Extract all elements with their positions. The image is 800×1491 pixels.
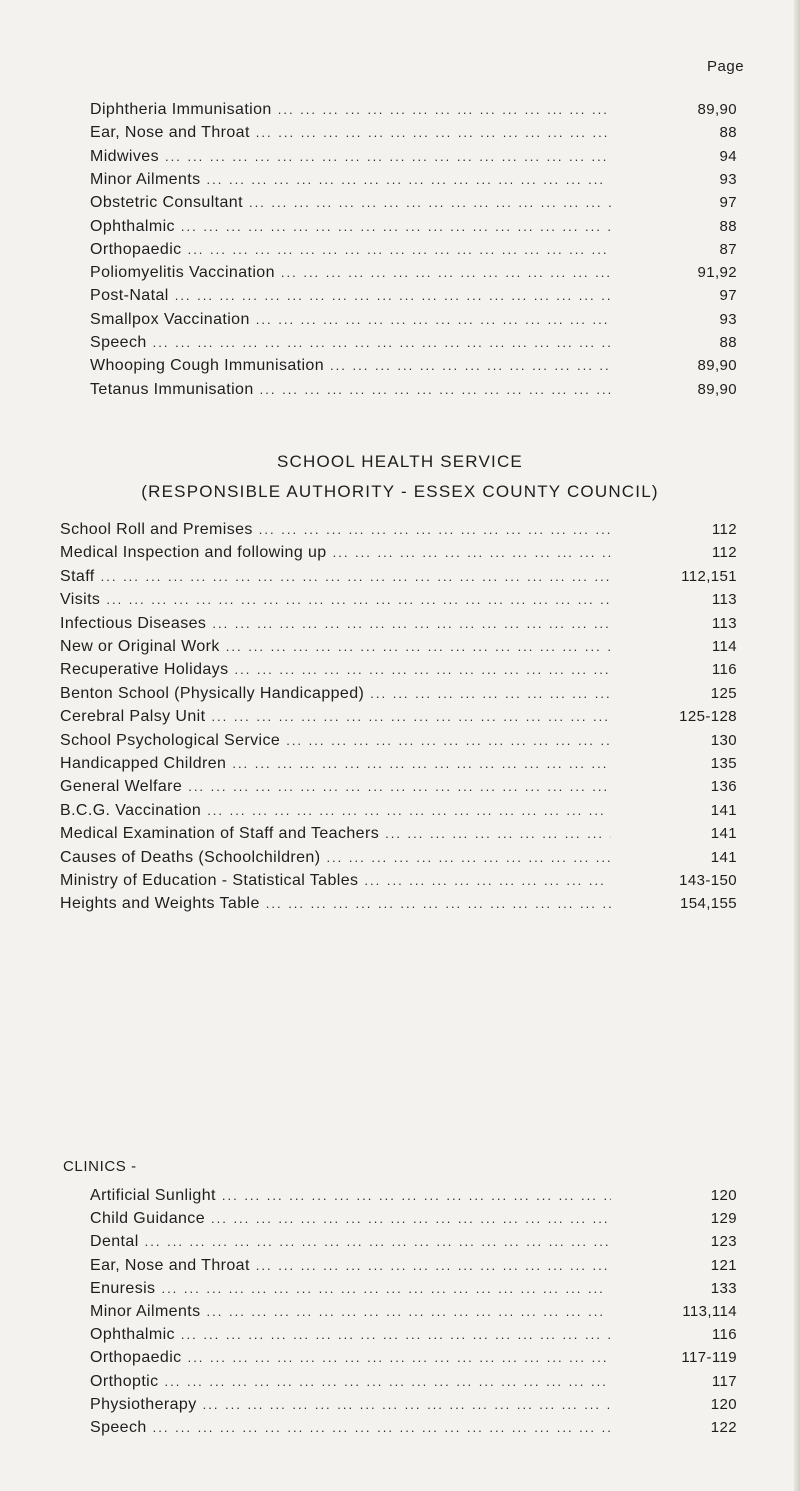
toc-entry (90, 1349, 737, 1371)
entry-page-number: 141 (710, 848, 737, 866)
entry-title: Ministry of Education - Statistical Tables (60, 872, 359, 889)
entry-page-number: 136 (710, 778, 737, 796)
dot-leader (234, 662, 611, 677)
toc-entry (90, 310, 737, 333)
entry-page-number: 112,151 (681, 567, 737, 585)
entry-page-number: 93 (719, 170, 737, 188)
entry-title: Medical Examination of Staff and Teachers (60, 825, 380, 843)
entry-page-number: 113 (711, 614, 737, 632)
entry-title: Medical Inspection and following up (60, 544, 327, 562)
dot-leader (222, 1188, 611, 1203)
dot-leader (207, 803, 611, 818)
toc-entry (90, 170, 737, 193)
toc-entry (60, 591, 737, 613)
entry-title: Physiotherapy (90, 1395, 197, 1413)
clinics-label: CLINICS - (63, 1158, 137, 1175)
toc-entry (90, 357, 737, 379)
dot-leader (101, 569, 611, 584)
entry-page-number: 97 (719, 194, 737, 212)
entry-title: Minor Ailments (90, 1303, 201, 1320)
entry-title: Tetanus Immunisation (90, 380, 254, 398)
dot-leader (188, 779, 611, 794)
dot-leader (153, 1420, 611, 1435)
dot-leader (370, 686, 611, 701)
dot-leader (226, 639, 611, 654)
toc-entry (90, 1395, 737, 1418)
entry-page-number: 88 (719, 217, 737, 235)
dot-leader (281, 265, 611, 280)
toc-entry (90, 1372, 737, 1395)
entry-page-number: 117 (711, 1372, 737, 1390)
entry-page-number: 113,114 (682, 1303, 737, 1320)
dot-leader (364, 873, 611, 888)
dot-leader (256, 312, 611, 327)
dot-leader (256, 1258, 611, 1273)
entry-page-number: 154,155 (679, 895, 737, 913)
entry-page-number: 97 (719, 287, 737, 305)
toc-entry (90, 1419, 737, 1441)
dot-leader (181, 219, 611, 234)
entry-title: Recuperative Holidays (60, 661, 229, 679)
section-heading: SCHOOL HEALTH SERVICE (277, 452, 523, 471)
toc-entry (60, 521, 737, 543)
entry-title: Speech (90, 334, 147, 351)
dot-leader (181, 1327, 611, 1342)
toc-entry (90, 264, 737, 286)
entry-page-number: 112 (711, 521, 737, 538)
entry-page-number: 88 (719, 334, 737, 351)
entry-title: Poliomyelitis Vaccination (90, 264, 275, 282)
entry-title: Dental (90, 1233, 139, 1251)
entry-page-number: 121 (710, 1256, 737, 1274)
dot-leader (188, 1350, 611, 1365)
toc-entry (60, 567, 737, 590)
entry-title: Visits (60, 591, 101, 609)
toc-entry (60, 684, 737, 707)
entry-page-number: 141 (710, 825, 737, 843)
dot-leader (326, 850, 611, 865)
entry-title: Staff (60, 567, 95, 585)
toc-entry (90, 1210, 737, 1232)
toc-entry (90, 147, 737, 170)
entry-title: Ear, Nose and Throat (90, 124, 250, 142)
toc-entry (60, 614, 737, 637)
toc-entry (90, 334, 737, 356)
toc-entry (90, 124, 737, 146)
entry-page-number: 130 (710, 731, 737, 749)
entry-page-number: 129 (710, 1210, 737, 1228)
dot-leader (330, 358, 611, 373)
dot-leader (207, 172, 611, 187)
dot-leader (165, 149, 611, 164)
entry-title: Child Guidance (90, 1210, 205, 1228)
toc-entry (60, 544, 737, 566)
entry-page-number: 89,90 (697, 101, 737, 118)
entry-title: Diphtheria Immunisation (90, 101, 272, 118)
dot-leader (385, 826, 611, 841)
entry-title: Enuresis (90, 1279, 156, 1297)
dot-leader (249, 195, 611, 210)
entry-page-number: 88 (719, 124, 737, 142)
entry-title: Speech (90, 1419, 147, 1436)
toc-entry (90, 194, 737, 216)
toc-entry (90, 1187, 737, 1209)
entry-page-number: 143-150 (679, 872, 737, 889)
toc-entry (60, 895, 737, 917)
entry-page-number: 117-119 (681, 1349, 737, 1367)
entry-page-number: 120 (710, 1187, 737, 1204)
entry-title: Benton School (Physically Handicapped) (60, 684, 365, 702)
entry-page-number: 122 (710, 1419, 737, 1436)
entry-title: Whooping Cough Immunisation (90, 357, 325, 375)
entry-title: General Welfare (60, 778, 183, 796)
entry-page-number: 87 (719, 240, 737, 258)
toc-entry (90, 380, 737, 403)
entry-page-number: 125-128 (679, 708, 737, 726)
toc-entry (60, 708, 737, 730)
toc-entry (90, 1303, 737, 1325)
entry-title: New or Original Work (60, 638, 220, 655)
entry-page-number: 125 (710, 684, 737, 702)
page-edge (794, 0, 800, 1491)
entry-page-number: 91,92 (697, 264, 737, 282)
entry-title: Smallpox Vaccination (90, 310, 250, 328)
toc-entry (90, 1279, 737, 1302)
dot-leader (165, 1374, 611, 1389)
entry-page-number: 120 (710, 1395, 737, 1413)
toc-entry (60, 848, 737, 871)
dot-leader (106, 592, 611, 607)
dot-leader (153, 335, 611, 350)
dot-leader (333, 545, 611, 560)
toc-entry (90, 1326, 737, 1348)
toc-entry (90, 1256, 737, 1279)
entry-title: Midwives (90, 147, 159, 165)
entry-page-number: 116 (711, 1326, 737, 1344)
toc-entry (60, 638, 737, 660)
section-subheading: (RESPONSIBLE AUTHORITY - ESSEX COUNTY COUNCIL) (141, 482, 659, 501)
dot-leader (260, 382, 611, 397)
entry-title: Ophthalmic (90, 1326, 175, 1344)
entry-title: Ear, Nose and Throat (90, 1256, 250, 1274)
dot-leader (188, 242, 611, 257)
dot-leader (212, 616, 611, 631)
toc-entry (60, 661, 737, 683)
entry-page-number: 112 (711, 544, 737, 562)
toc-entry (60, 778, 737, 800)
entry-title: Orthoptic (90, 1372, 159, 1390)
toc-entry (90, 240, 737, 263)
dot-leader (259, 522, 611, 537)
entry-page-number: 93 (719, 310, 737, 328)
entry-page-number: 135 (710, 755, 737, 772)
dot-leader (278, 102, 611, 117)
toc-entry (90, 217, 737, 240)
entry-title: School Roll and Premises (60, 521, 253, 538)
entry-page-number: 114 (711, 638, 737, 655)
toc-entry (90, 1233, 737, 1255)
dot-leader (286, 733, 611, 748)
entry-page-number: 94 (719, 147, 737, 165)
dot-leader (211, 1211, 611, 1226)
toc-entry (60, 755, 737, 777)
entry-page-number: 133 (710, 1279, 737, 1297)
toc-entry (90, 101, 737, 123)
entry-page-number: 116 (711, 661, 737, 679)
entry-page-number: 141 (710, 801, 737, 819)
dot-leader (232, 756, 611, 771)
entry-title: B.C.G. Vaccination (60, 801, 202, 819)
entry-title: Ophthalmic (90, 217, 175, 235)
dot-leader (175, 288, 611, 303)
entry-title: Causes of Deaths (Schoolchildren) (60, 848, 321, 866)
page-column-header: Page (707, 58, 745, 75)
entry-title: Orthopaedic (90, 240, 182, 258)
dot-leader (145, 1234, 611, 1249)
entry-page-number: 89,90 (697, 380, 737, 398)
entry-page-number: 113 (711, 591, 737, 609)
entry-title: Orthopaedic (90, 1349, 182, 1367)
dot-leader (207, 1304, 611, 1319)
toc-entry (60, 872, 737, 894)
dot-leader (256, 125, 611, 140)
entry-title: Artificial Sunlight (90, 1187, 216, 1204)
toc-entry (60, 731, 737, 754)
dot-leader (203, 1397, 611, 1412)
dot-leader (266, 896, 611, 911)
entry-title: Cerebral Palsy Unit (60, 708, 206, 726)
entry-title: Heights and Weights Table (60, 895, 260, 913)
toc-entry (60, 801, 737, 824)
toc-entry (90, 287, 737, 309)
entry-title: Minor Ailments (90, 170, 201, 188)
entry-page-number: 89,90 (697, 357, 737, 375)
dot-leader (161, 1281, 611, 1296)
entry-page-number: 123 (710, 1233, 737, 1251)
entry-title: Infectious Diseases (60, 614, 207, 632)
entry-title: School Psychological Service (60, 731, 281, 749)
toc-entry (60, 825, 737, 847)
entry-title: Handicapped Children (60, 755, 227, 772)
entry-title: Obstetric Consultant (90, 194, 243, 212)
dot-leader (211, 709, 611, 724)
entry-title: Post-Natal (90, 287, 169, 305)
